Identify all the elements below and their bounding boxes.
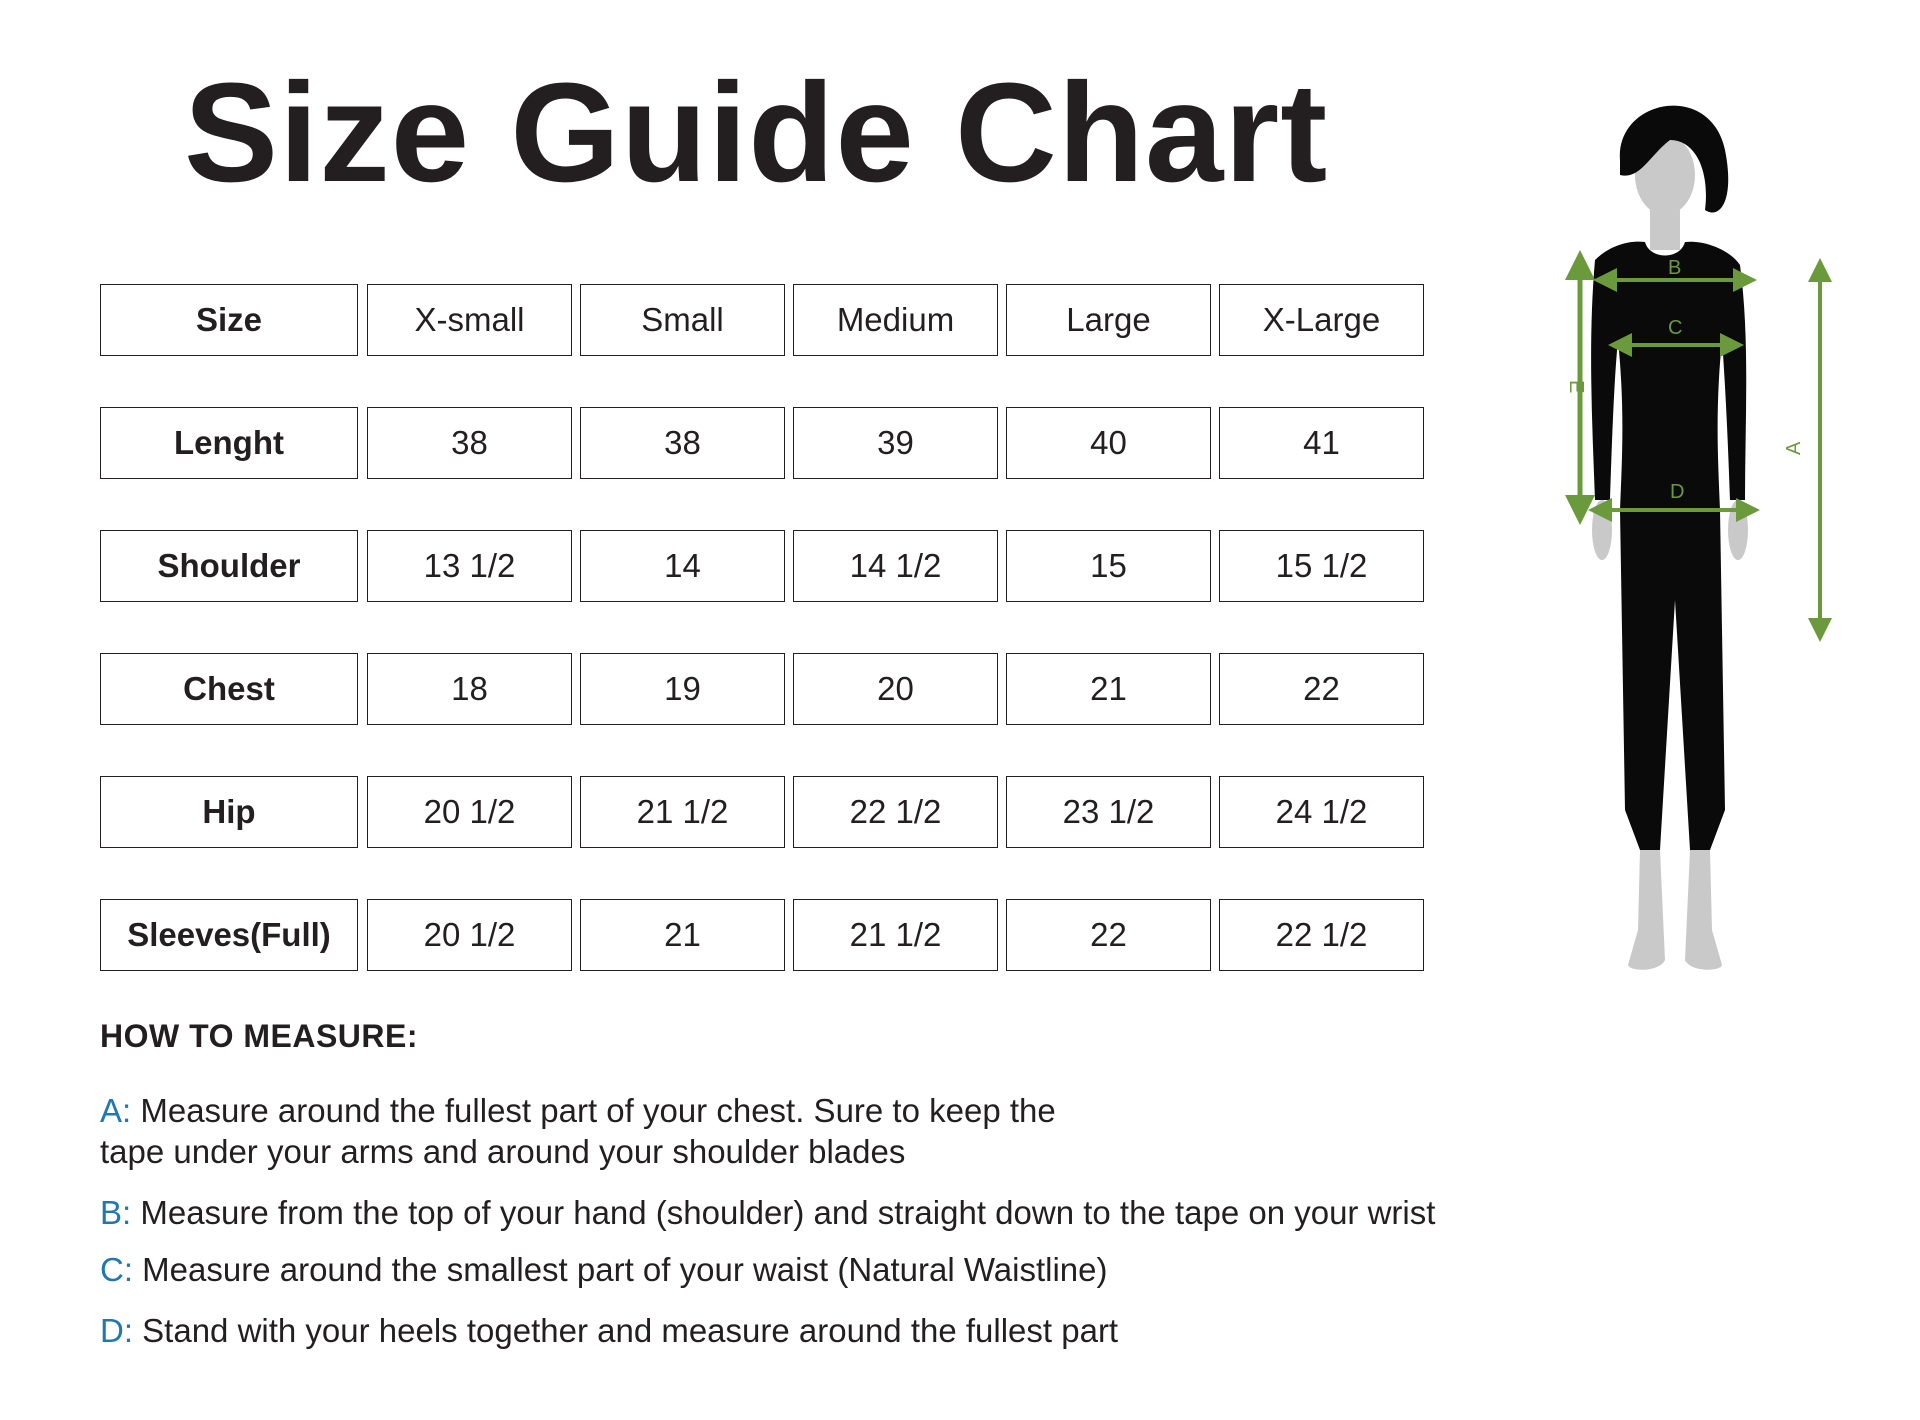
instruction-letter: A:: [100, 1092, 132, 1129]
label-b: B: [1668, 257, 1682, 279]
table-cell: 14: [580, 530, 785, 602]
instruction-d: [100, 1310, 1118, 1351]
figure-neck: [1650, 210, 1680, 250]
table-cell: 19: [580, 653, 785, 725]
table-cell: 22 1/2: [1219, 899, 1424, 971]
instruction-c: [100, 1249, 1108, 1290]
table-cell: 15 1/2: [1219, 530, 1424, 602]
table-cell: 39: [793, 407, 998, 479]
table-cell: 38: [367, 407, 572, 479]
instruction-text: tape under your arms and around your shoulder blades: [100, 1133, 906, 1170]
table-cell: 21 1/2: [580, 776, 785, 848]
label-a: A: [1783, 441, 1805, 455]
table-cell: 18: [367, 653, 572, 725]
table-cell: 20 1/2: [367, 776, 572, 848]
table-cell: 38: [580, 407, 785, 479]
row-label-sleeves: Sleeves(Full): [100, 899, 358, 971]
table-cell: 21: [580, 899, 785, 971]
label-e: E: [1565, 380, 1587, 394]
body-measurement-figure: [1500, 80, 1850, 980]
table-cell: 41: [1219, 407, 1424, 479]
instruction-letter: D:: [100, 1312, 133, 1349]
figure-right-leg: [1685, 850, 1722, 970]
table-cell: 22: [1219, 653, 1424, 725]
instruction-b: [100, 1192, 1435, 1233]
table-cell: 20 1/2: [367, 899, 572, 971]
table-cell: 40: [1006, 407, 1211, 479]
figure-left-leg: [1628, 850, 1665, 970]
table-cell: 24 1/2: [1219, 776, 1424, 848]
table-cell: 20: [793, 653, 998, 725]
row-label-hip: Hip: [100, 776, 358, 848]
instruction-text: Measure around the fullest part of your chest. Sure to keep the: [140, 1092, 1056, 1129]
label-c: C: [1668, 317, 1683, 339]
how-to-measure-heading: HOW TO MEASURE:: [100, 1018, 419, 1054]
label-d: D: [1670, 481, 1685, 503]
table-cell: 13 1/2: [367, 530, 572, 602]
size-header-label: Size: [100, 284, 358, 356]
table-cell: 23 1/2: [1006, 776, 1211, 848]
table-cell: 21 1/2: [793, 899, 998, 971]
table-cell: 14 1/2: [793, 530, 998, 602]
row-label-chest: Chest: [100, 653, 358, 725]
size-header-large: Large: [1006, 284, 1211, 356]
instruction-letter: B:: [100, 1194, 132, 1231]
table-cell: 22 1/2: [793, 776, 998, 848]
page-title: Size Guide Chart: [184, 53, 1329, 211]
instruction-text: Measure from the top of your hand (shoulder) and straight down to the tape on your wrist: [140, 1194, 1436, 1231]
size-header-xsmall: X-small: [367, 284, 572, 356]
instruction-a: [100, 1090, 1056, 1172]
size-header-small: Small: [580, 284, 785, 356]
size-header-xlarge: X-Large: [1219, 284, 1424, 356]
instruction-text: Measure around the smallest part of your waist (Natural Waistline): [142, 1251, 1108, 1288]
table-cell: 22: [1006, 899, 1211, 971]
row-label-length: Lenght: [100, 407, 358, 479]
size-header-medium: Medium: [793, 284, 998, 356]
instruction-letter: C:: [100, 1251, 133, 1288]
instruction-text: Stand with your heels together and measure around the fullest part: [142, 1312, 1119, 1349]
row-label-shoulder: Shoulder: [100, 530, 358, 602]
table-cell: 21: [1006, 653, 1211, 725]
table-cell: 15: [1006, 530, 1211, 602]
